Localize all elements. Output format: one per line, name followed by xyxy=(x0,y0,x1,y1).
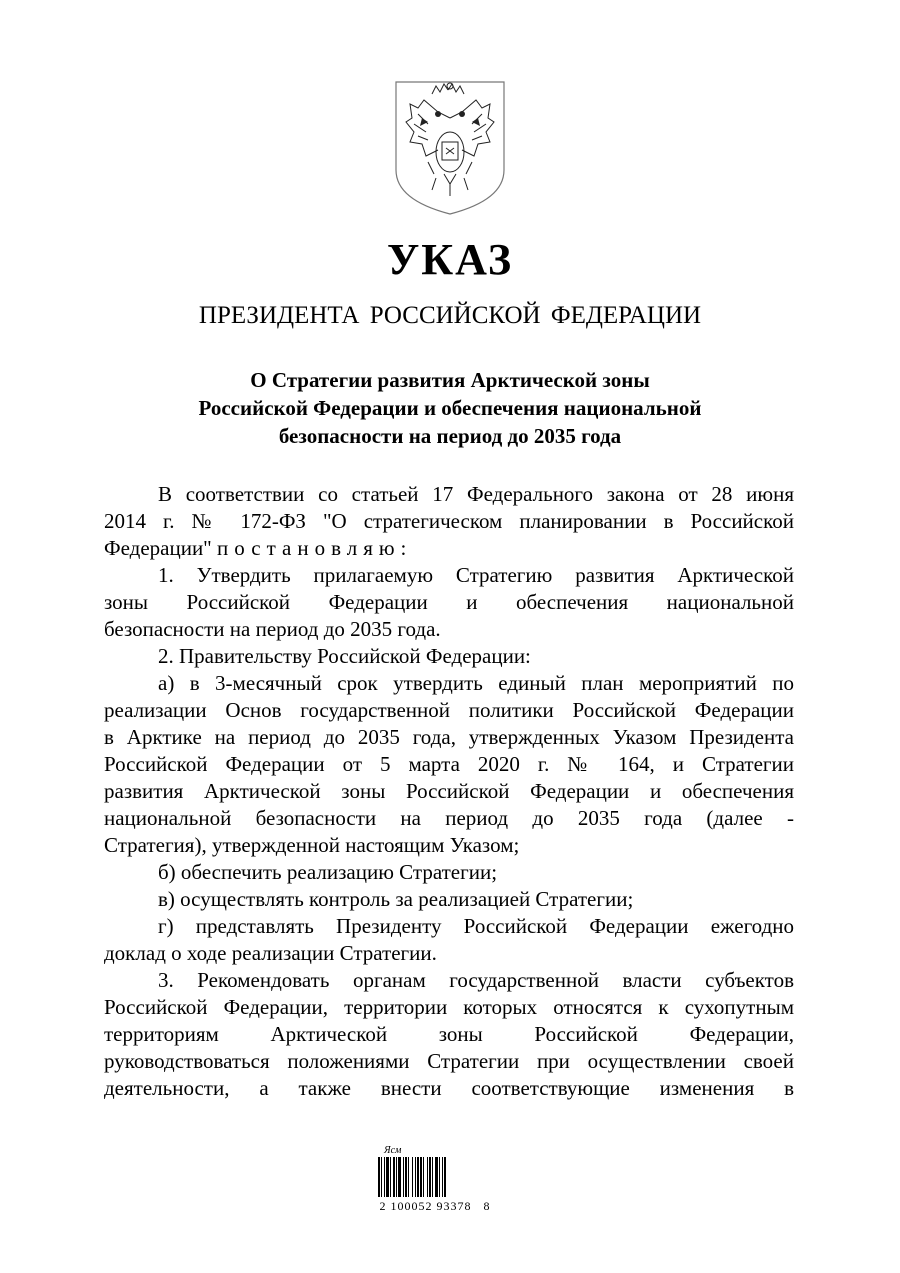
text-line: В соответствии со статьей 17 Федерального закона от 28 июня xyxy=(158,482,794,506)
text-line: доклад о ходе реализации Стратегии. xyxy=(104,941,437,965)
text-line: зоны Российской Федерации и обеспечения национальной xyxy=(104,590,794,614)
text-line: 3. Рекомендовать органам государственной власти субъектов xyxy=(158,968,794,992)
text-line: реализации Основ государственной политики Российской Федерации xyxy=(104,698,794,722)
text-line: территориям Арктической зоны Российской Федерации, xyxy=(104,1022,794,1046)
barcode-icon xyxy=(372,1157,498,1197)
text-line: деятельности, а также внести соответствующие изменения в xyxy=(104,1076,794,1100)
text-line: развития Арктической зоны Российской Федерации и обеспечения xyxy=(104,779,794,803)
heading-line: безопасности на период до 2035 года xyxy=(278,424,622,448)
text-line xyxy=(104,535,794,562)
heading-line: Российской Федерации и обеспечения национальной xyxy=(198,396,702,420)
text-line: Российской Федерации от 5 марта 2020 г. № 164, и Стратегии xyxy=(104,752,794,776)
text-line: в Арктике на период до 2035 года, утвержденных Указом Президента xyxy=(104,725,794,749)
document-subtitle: ПРЕЗИДЕНТА РОССИЙСКОЙ ФЕДЕРАЦИИ xyxy=(198,302,702,329)
document-barcode xyxy=(372,1145,498,1217)
text-line: б) обеспечить реализацию Стратегии; xyxy=(158,860,498,884)
decree-body xyxy=(104,481,794,1102)
russian-coat-of-arms-icon xyxy=(388,78,512,218)
barcode-number: 2 100052 93378 8 xyxy=(379,1199,491,1213)
text-line: национальной безопасности на период до 2035 года (далее - xyxy=(104,806,794,830)
decree-heading xyxy=(0,366,900,450)
text-line: Российской Федерации, территории которых относятся к сухопутным xyxy=(104,995,794,1019)
text-fragment: Федерации" xyxy=(104,536,212,560)
text-line: а) в 3-месячный срок утвердить единый план мероприятий по xyxy=(158,671,794,695)
heading-line: О Стратегии развития Арктической зоны xyxy=(250,368,650,392)
text-line: 2014 г. № 172-ФЗ "О стратегическом планировании в Российской xyxy=(104,509,794,533)
text-line: г) представлять Президенту Российской Федерации ежегодно xyxy=(158,914,794,938)
text-line: в) осуществлять контроль за реализацией Стратегии; xyxy=(158,887,634,911)
text-line: 2. Правительству Российской Федерации: xyxy=(158,644,531,668)
text-line: руководствоваться положениями Стратегии при осуществлении своей xyxy=(104,1049,794,1073)
text-line: 1. Утвердить прилагаемую Стратегию развития Арктической xyxy=(158,563,794,587)
barcode-signature-mark: Ясм xyxy=(384,1145,402,1156)
postanovlyayu-word: постановляю: xyxy=(217,536,413,560)
text-line: безопасности на период до 2035 года. xyxy=(104,617,441,641)
document-title: УКАЗ xyxy=(386,235,514,284)
text-line: Стратегия), утвержденной настоящим Указом; xyxy=(104,833,520,857)
